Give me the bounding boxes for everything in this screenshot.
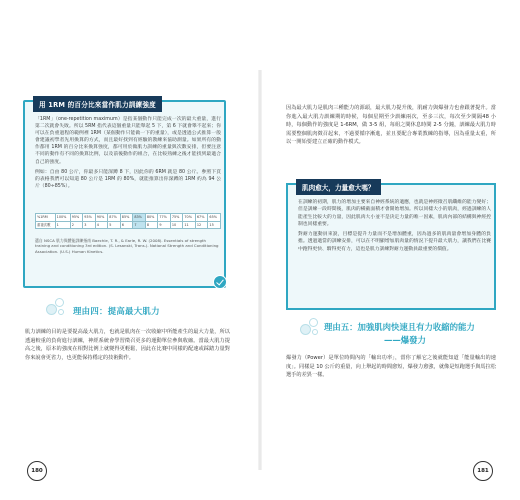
right-page: [260, 0, 520, 500]
table-cell: 80%: [145, 214, 158, 222]
table-cell: %1RM: [36, 214, 56, 222]
table-cell: 70%: [183, 214, 196, 222]
table-cell: 2: [70, 221, 83, 229]
box-paragraph: 「1RM」（one-repetition maximum）是指某個動作只能完成一次的最大重量，進行第二次就會失敗。所以 5RM 指代表這個重量只能舉起 5 下，第 6 下就會舉不起來；你可以在負重過程的範例裡 1RM（某個動作只能做一下的重量），或是透過公式推算一般會建議初學者先用換算的方式，而且最好找到有經驗的教練來協助測量。如果所有的動作都用 1RM 的百分比來換算強度，都可用於做肌力訓練的重量與次數安排，但要注意不同的動作有不同的換算比例，以及前後動作的組合，在比較熟練之後才能找到最適合自己的強度。: [35, 117, 221, 165]
table-cell: 4: [95, 221, 108, 229]
table-cell: 95%: [70, 214, 83, 222]
rm-percentage-table: [35, 213, 221, 229]
box-title: 用 1RM 的百分比來當作肌力訓練強度: [33, 96, 162, 112]
table-cell-highlight: 7: [133, 221, 146, 229]
section-title-reason-5: 理由五：加強肌肉快速且有力收縮的能力: [324, 322, 475, 332]
box-body: [298, 199, 491, 256]
dots-icon: [46, 298, 67, 319]
table-cell: 10: [170, 221, 183, 229]
section-body-text: 肌力訓練的目的是要提高最大肌力，也就是肌肉在一次收縮中所能產生的最大力量，所以透過較重的負荷進行訓練，神經系統會學習徵召更多的運動單位參與收縮。當最大肌力提高之後，原本的強度在相對比例上就變得更輕鬆，因此在比賽中同樣的配速或踩踏力量對你來說會更省力，也更能保持穩定的技術動作。: [25, 329, 230, 361]
table-cell: 5: [108, 221, 121, 229]
table-row: [36, 214, 221, 222]
dots-icon: [300, 318, 321, 339]
section-body-text: 爆發力（Power）是單位時間內的「輸出功率」，當你了解它之後就能知道「能量輸出的速度」。同樣是 10 公斤的重量，向上舉起的時間愈短，爆發力愈強，就像是短跑選手與馬拉松選手的差異一樣。: [286, 355, 496, 378]
table-cell: 93%: [83, 214, 96, 222]
table-row: [36, 221, 221, 229]
section-subtitle: ——爆發力: [384, 335, 426, 345]
table-cell: 6: [120, 221, 133, 229]
info-box-1rm: [23, 100, 226, 288]
page-number: 180: [27, 461, 47, 481]
intro-text: 因為最大肌力是肌肉三種能力的源頭，最大肌力提升後，肌耐力與爆發力也會跟著提升。當你進入最大肌力訓練期的時候，每個星期至少訓練兩次，至多三次，每次至少間隔48 小時，每個動作的強度是 1-6RM，做 3-5 組，每組之間休息時間 2-5 分鐘，訓練最大肌力時需要整個肌肉徵召起來，不過要循序漸進，並且要配合專業教練的指導，因為重量太重，所以一開始要建立正確的動作模式。: [286, 105, 496, 145]
table-cell-highlight: 83%: [133, 214, 146, 222]
table-cell: 9: [158, 221, 171, 229]
page-number: 181: [473, 461, 493, 481]
table-cell: 12: [195, 221, 208, 229]
section-title-reason-4: 理由四：提高最大肌力: [73, 306, 160, 316]
table-cell: 重複次數: [36, 221, 56, 229]
table-source: 選自 NSCA 肌力與體能訓練指南 Baechle, T. R., & Earle, R. W. (2008). Essentials of strength training and conditioning 3rd edition. (S. Lesanski, Trans.). National Strength and Conditioning Association. (U.S.) Human Kinetics.: [35, 238, 219, 254]
table-cell: 90%: [95, 214, 108, 222]
box-paragraph: 例如：自由 80 公斤，你最多只能深蹲 8 下，因此你的 6RM 就是 80 公斤。參照下頁的表格我們可以知道 80 公斤是 1RM 的 80%，就能推算出你深蹲的 1RM 約為 94 公斤（80÷85%）。: [35, 169, 221, 189]
table-cell: 77%: [158, 214, 171, 222]
table-cell: 8: [145, 221, 158, 229]
table-cell: 75%: [170, 214, 183, 222]
table-cell: 15: [208, 221, 221, 229]
table-cell: 11: [183, 221, 196, 229]
table-cell: 1: [55, 221, 70, 229]
table-cell: 3: [83, 221, 96, 229]
table-cell: 85%: [120, 214, 133, 222]
check-icon: [213, 275, 227, 289]
table-cell: 87%: [108, 214, 121, 222]
box-title: 肌肉愈大，力量愈大嗎？: [296, 179, 381, 195]
box-paragraph: 在訓練的初期，肌力的增加主要來自神經系統的適應，也就是神經徵召肌纖維的能力變好；但是訓練一段時間後，肌肉的橫截面積才會開始增加。所以同樣大小的肌肉，經過訓練的人能產生比較大的力量，因此肌肉大小並不是決定力量的唯一因素，肌肉內部的結構與神經控制也同樣重要。: [298, 200, 491, 227]
table-cell: 67%: [195, 214, 208, 222]
table-cell: 100%: [55, 214, 70, 222]
box-body: [35, 116, 221, 193]
info-box-muscle-size: [286, 183, 496, 310]
table-cell: 65%: [208, 214, 221, 222]
box-paragraph: 對耐力運動員來說，目標是提升力量而不是增加體重，因為過多的肌肉量會增加身體的負擔。透過適當的訓練安排，可以在不明顯增加肌肉量的情況下提升最大肌力，讓我們在比賽中跑得更快、騎得更有力，這也是肌力訓練對耐力運動員最重要的價值。: [298, 232, 491, 252]
